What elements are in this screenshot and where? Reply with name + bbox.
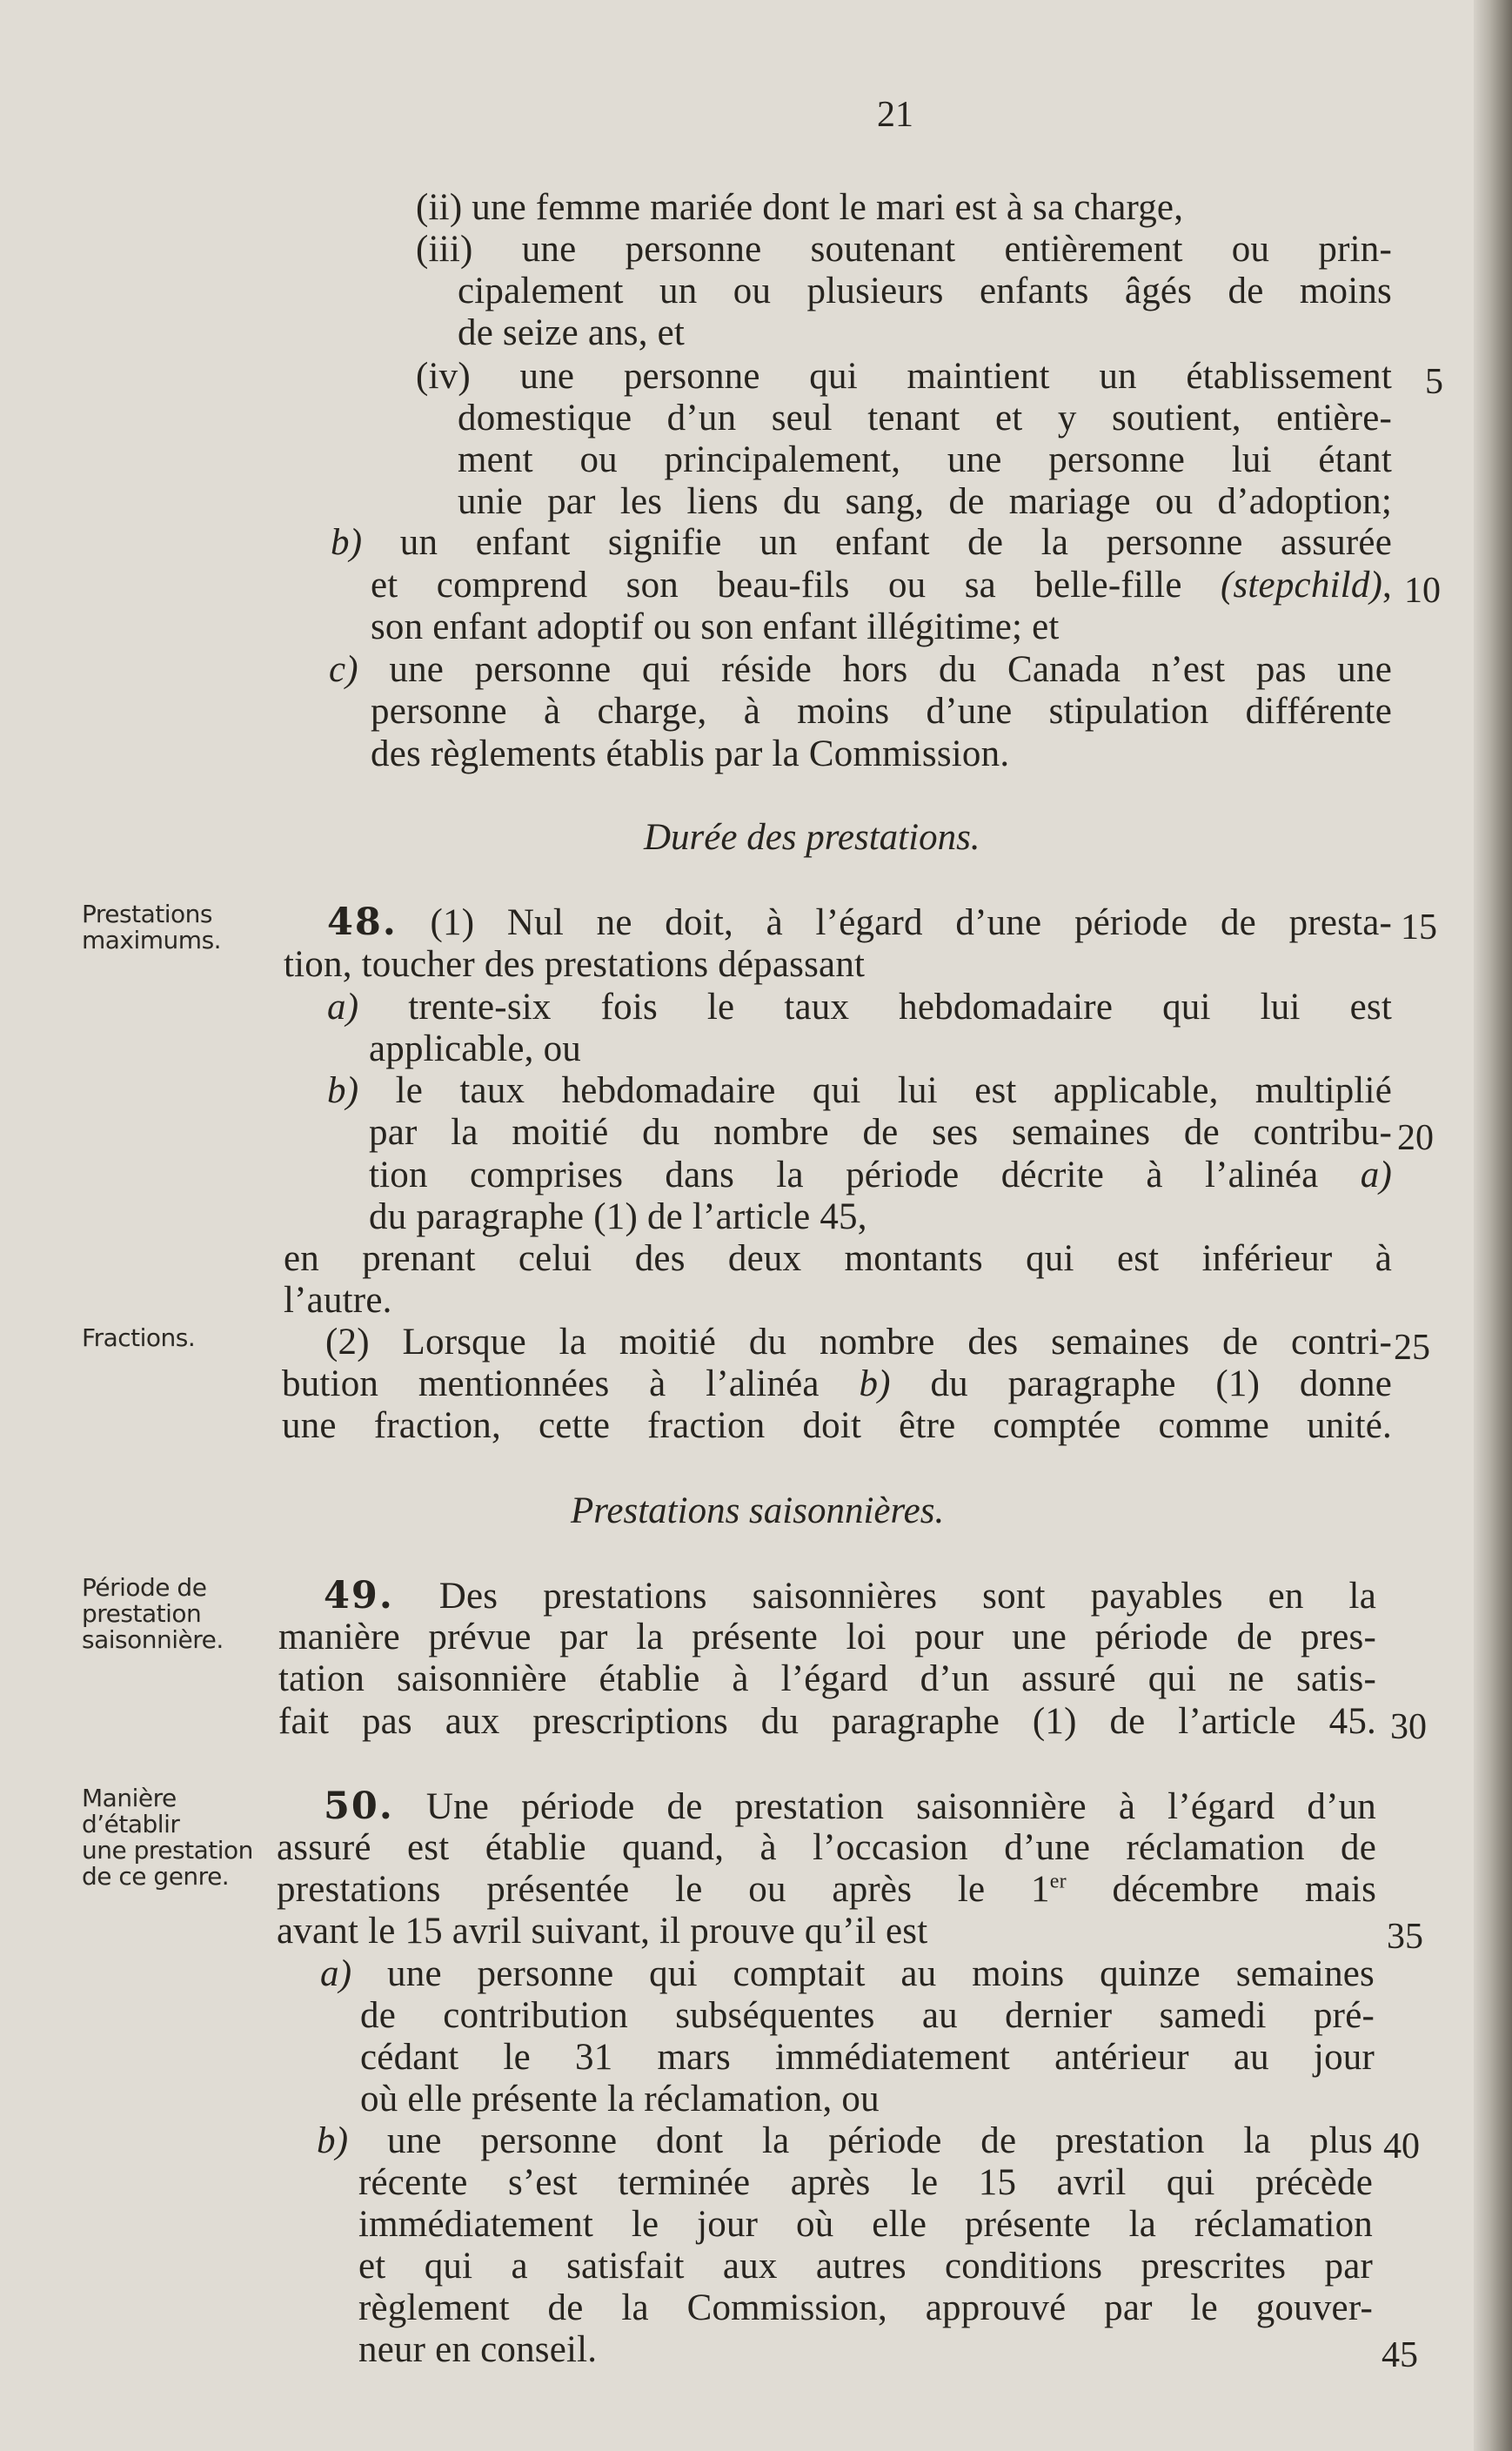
- text-line: (iv) une personne qui maintient un établissement: [416, 356, 1392, 397]
- text-line: des règlements établis par la Commission.: [371, 733, 1010, 774]
- page-number: 21: [877, 95, 913, 135]
- text-line: a) une personne qui comptait au moins quinze semaines: [320, 1953, 1375, 1994]
- margin-note: Manière d’établir une prestation de ce genre.: [82, 1784, 253, 1891]
- text-line: tion, toucher des prestations dépassant: [284, 944, 866, 985]
- line-number: 45: [1382, 2335, 1418, 2375]
- line-number: 10: [1404, 571, 1441, 611]
- text-line: assuré est établie quand, à l’occasion d’une réclamation de: [277, 1827, 1376, 1868]
- margin-note: Prestations maximums.: [82, 900, 222, 954]
- text-line: où elle présente la réclamation, ou: [360, 2079, 880, 2120]
- text-line: par la moitié du nombre de ses semaines de contribu-: [369, 1112, 1392, 1153]
- text-line: l’autre.: [284, 1280, 392, 1321]
- text-line: son enfant adoptif ou son enfant illégitime; et: [371, 606, 1060, 647]
- text-line: et comprend son beau-fils ou sa belle-fille (stepchild),: [371, 565, 1392, 606]
- text-line: tation saisonnière établie à l’égard d’un assuré qui ne satis-: [278, 1658, 1376, 1699]
- text-line: 48. (1) Nul ne doit, à l’égard d’une période de presta-: [327, 901, 1392, 944]
- section-heading: Durée des prestations.: [644, 817, 980, 858]
- text-line: et qui a satisfait aux autres conditions prescrites par: [358, 2246, 1373, 2287]
- text-line: bution mentionnées à l’alinéa b) du paragraphe (1) donne: [282, 1363, 1392, 1404]
- margin-note: Période de prestation saisonnière.: [82, 1573, 224, 1654]
- text-line: de contribution subséquentes au dernier samedi pré-: [360, 1995, 1375, 2036]
- text-line: b) un enfant signifie un enfant de la personne assurée: [331, 522, 1392, 563]
- margin-note: Fractions.: [82, 1323, 196, 1352]
- text-line: b) le taux hebdomadaire qui lui est applicable, multiplié: [327, 1070, 1392, 1111]
- text-line: cipalement un ou plusieurs enfants âgés de moins: [458, 271, 1392, 311]
- text-line: cédant le 31 mars immédiatement antérieur au jour: [360, 2037, 1375, 2078]
- line-number: 5: [1425, 362, 1443, 402]
- text-line: (2) Lorsque la moitié du nombre des semaines de contri-: [325, 1322, 1392, 1363]
- line-number: 30: [1390, 1707, 1427, 1747]
- section-heading: Prestations saisonnières.: [571, 1490, 945, 1531]
- text-line: 49. Des prestations saisonnières sont payables en la: [324, 1574, 1376, 1617]
- text-line: prestations présentée le ou après le 1er décembre mais: [277, 1869, 1377, 1910]
- text-line: personne à charge, à moins d’une stipulation différente: [371, 691, 1392, 732]
- line-number: 15: [1401, 907, 1437, 948]
- line-number: 25: [1394, 1328, 1430, 1368]
- text-line: en prenant celui des deux montants qui est inférieur à: [284, 1238, 1392, 1279]
- line-number: 40: [1383, 2126, 1420, 2166]
- text-line: ment ou principalement, une personne lui étant: [458, 439, 1392, 480]
- text-line: une fraction, cette fraction doit être comptée comme unité.: [282, 1405, 1392, 1446]
- text-line: a) trente-six fois le taux hebdomadaire qui lui est: [327, 987, 1392, 1028]
- text-line: immédiatement le jour où elle présente la réclamation: [358, 2204, 1373, 2245]
- text-line: 50. Une période de prestation saisonnière à l’égard d’un: [324, 1785, 1376, 1828]
- text-line: domestique d’un seul tenant et y soutient, entière-: [458, 398, 1392, 439]
- text-line: b) une personne dont la période de prestation la plus: [317, 2120, 1373, 2161]
- text-line: du paragraphe (1) de l’article 45,: [369, 1196, 867, 1237]
- text-line: de seize ans, et: [458, 312, 686, 353]
- page-edge-shadow: [1474, 0, 1512, 2451]
- text-line: applicable, ou: [369, 1028, 581, 1069]
- text-line: tion comprises dans la période décrite à l’alinéa a): [369, 1155, 1392, 1195]
- line-number: 35: [1387, 1917, 1423, 1957]
- text-line: unie par les liens du sang, de mariage ou d’adoption;: [458, 481, 1392, 522]
- text-line: fait pas aux prescriptions du paragraphe (1) de l’article 45.: [278, 1701, 1376, 1742]
- text-line: c) une personne qui réside hors du Canada n’est pas une: [329, 649, 1392, 690]
- text-line: récente s’est terminée après le 15 avril qui précède: [358, 2162, 1373, 2203]
- text-line: (iii) une personne soutenant entièrement ou prin-: [416, 229, 1392, 270]
- line-number: 20: [1397, 1118, 1434, 1158]
- text-line: neur en conseil.: [358, 2329, 598, 2370]
- text-line: (ii) une femme mariée dont le mari est à sa charge,: [416, 187, 1184, 228]
- text-line: règlement de la Commission, approuvé par le gouver-: [358, 2287, 1373, 2328]
- text-line: manière prévue par la présente loi pour une période de pres-: [278, 1617, 1376, 1657]
- text-line: avant le 15 avril suivant, il prouve qu’il est: [277, 1911, 928, 1952]
